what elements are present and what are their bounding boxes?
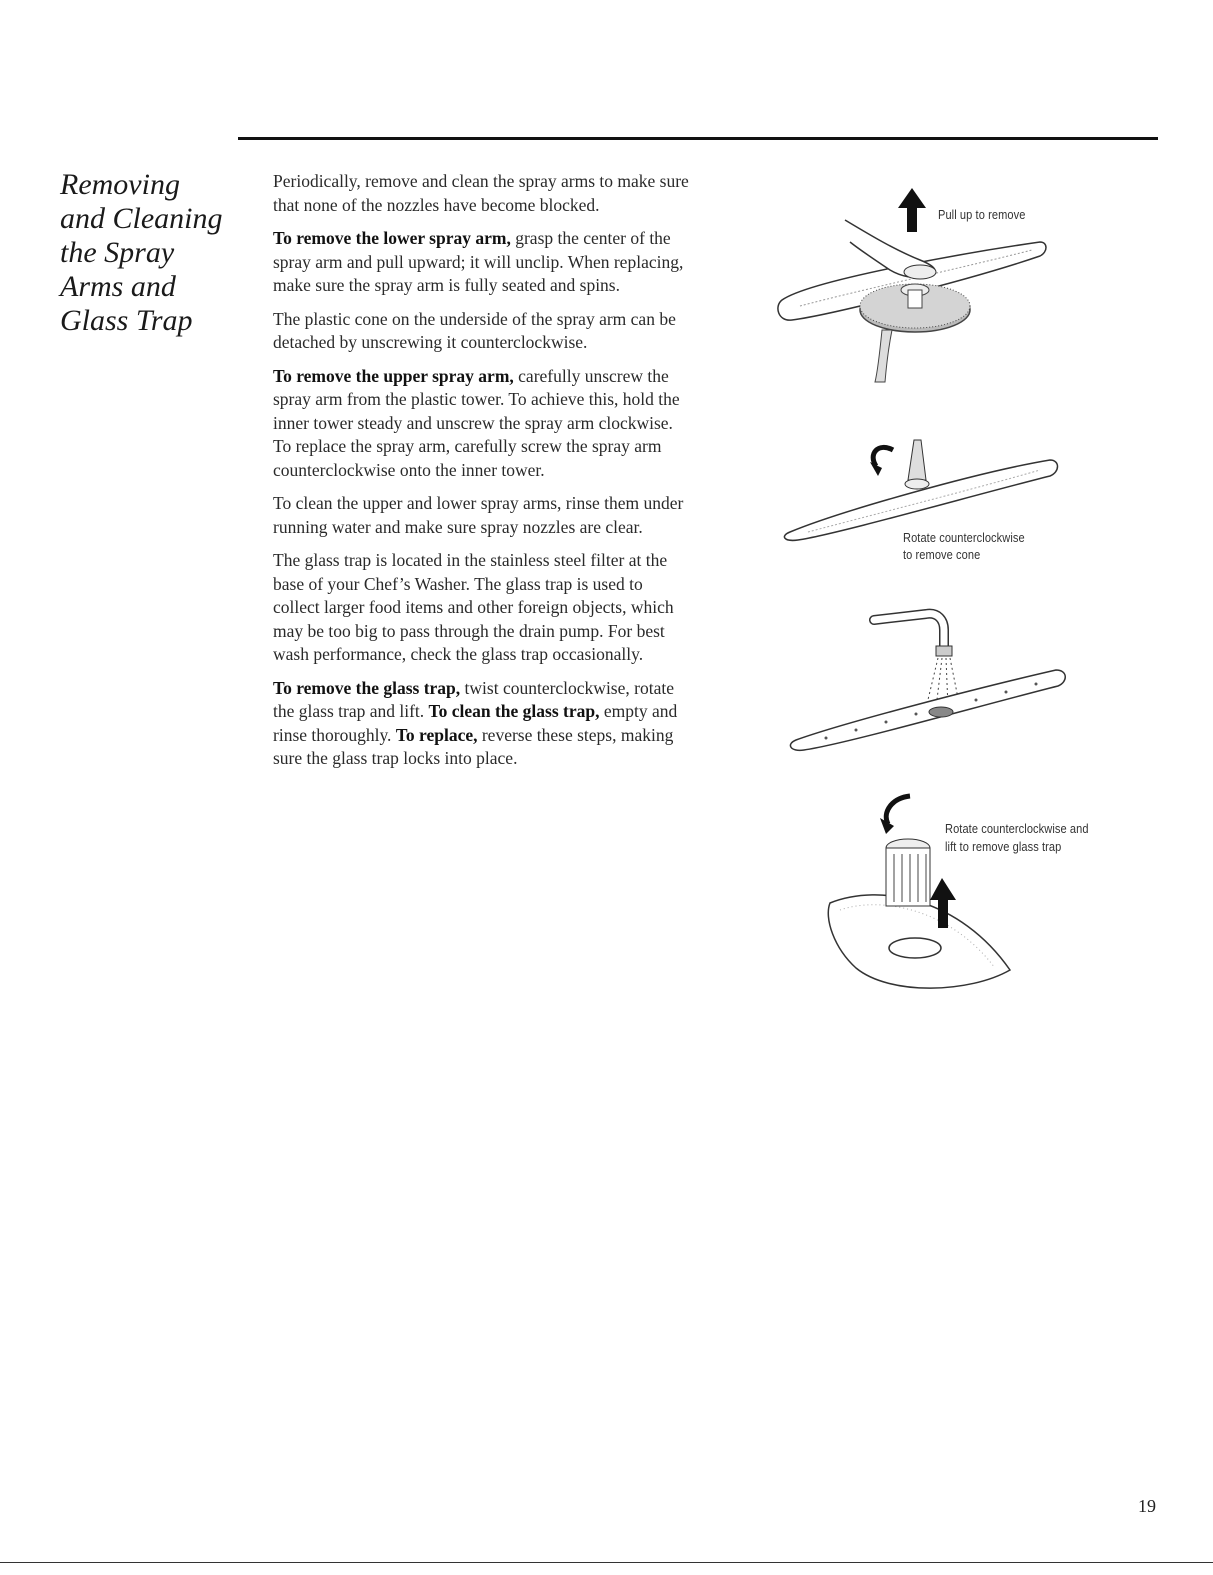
- paragraph: Periodically, remove and clean the spray arms to make sure that none of the nozzles have become blocked.: [273, 171, 689, 215]
- title-line: the Spray: [60, 236, 175, 269]
- paragraph: To remove the lower spray arm, grasp the center of the spray arm and pull upward; it will unclip. When replacing, make sure the spray arm is fully seated and spins.: [273, 228, 684, 295]
- title-line: Arms and: [60, 270, 176, 303]
- top-rule: [238, 137, 1158, 140]
- caption-glass-trap-1: Rotate counterclockwise and: [945, 821, 1089, 836]
- bottom-rule: [0, 1562, 1213, 1563]
- paragraph: To remove the glass trap, twist counterclockwise, rotate the glass trap and lift. To clean the glass trap, empty and rinse thoroughly. To replace, reverse these steps, making sure the glass trap locks into place.: [273, 677, 678, 768]
- section-title: [60, 168, 240, 338]
- paragraph: To remove the upper spray arm, carefully unscrew the spray arm from the plastic tower. To achieve this, hold the inner tower steady and unscrew the spray arm clockwise. To replace the spray arm, carefully screw the spray arm counterclockwise onto the inner tower.: [273, 365, 680, 480]
- body-text: [273, 170, 693, 781]
- caption-glass-trap-2: lift to remove glass trap: [945, 839, 1062, 854]
- title-line: and Cleaning: [60, 202, 223, 235]
- caption-pull-up: Pull up to remove: [938, 207, 1026, 222]
- page-number: 19: [1138, 1496, 1156, 1516]
- title-line: Glass Trap: [60, 304, 193, 337]
- paragraph: To clean the upper and lower spray arms, rinse them under running water and make sure spray nozzles are clear.: [273, 493, 684, 537]
- title-line: Removing: [60, 168, 180, 201]
- paragraph: The plastic cone on the underside of the spray arm can be detached by unscrewing it counterclockwise.: [273, 308, 676, 352]
- paragraph: The glass trap is located in the stainless steel filter at the base of your Chef’s Washer. The glass trap is used to collect larger food items and other foreign objects, which may be too big to pass through the drain pump. For best wash performance, check the glass trap occasionally.: [273, 550, 674, 664]
- caption-rotate-cone-1: Rotate counterclockwise: [903, 530, 1025, 545]
- rinse-spray-arm-illustration: [786, 600, 1076, 760]
- caption-rotate-cone-2: to remove cone: [903, 547, 981, 562]
